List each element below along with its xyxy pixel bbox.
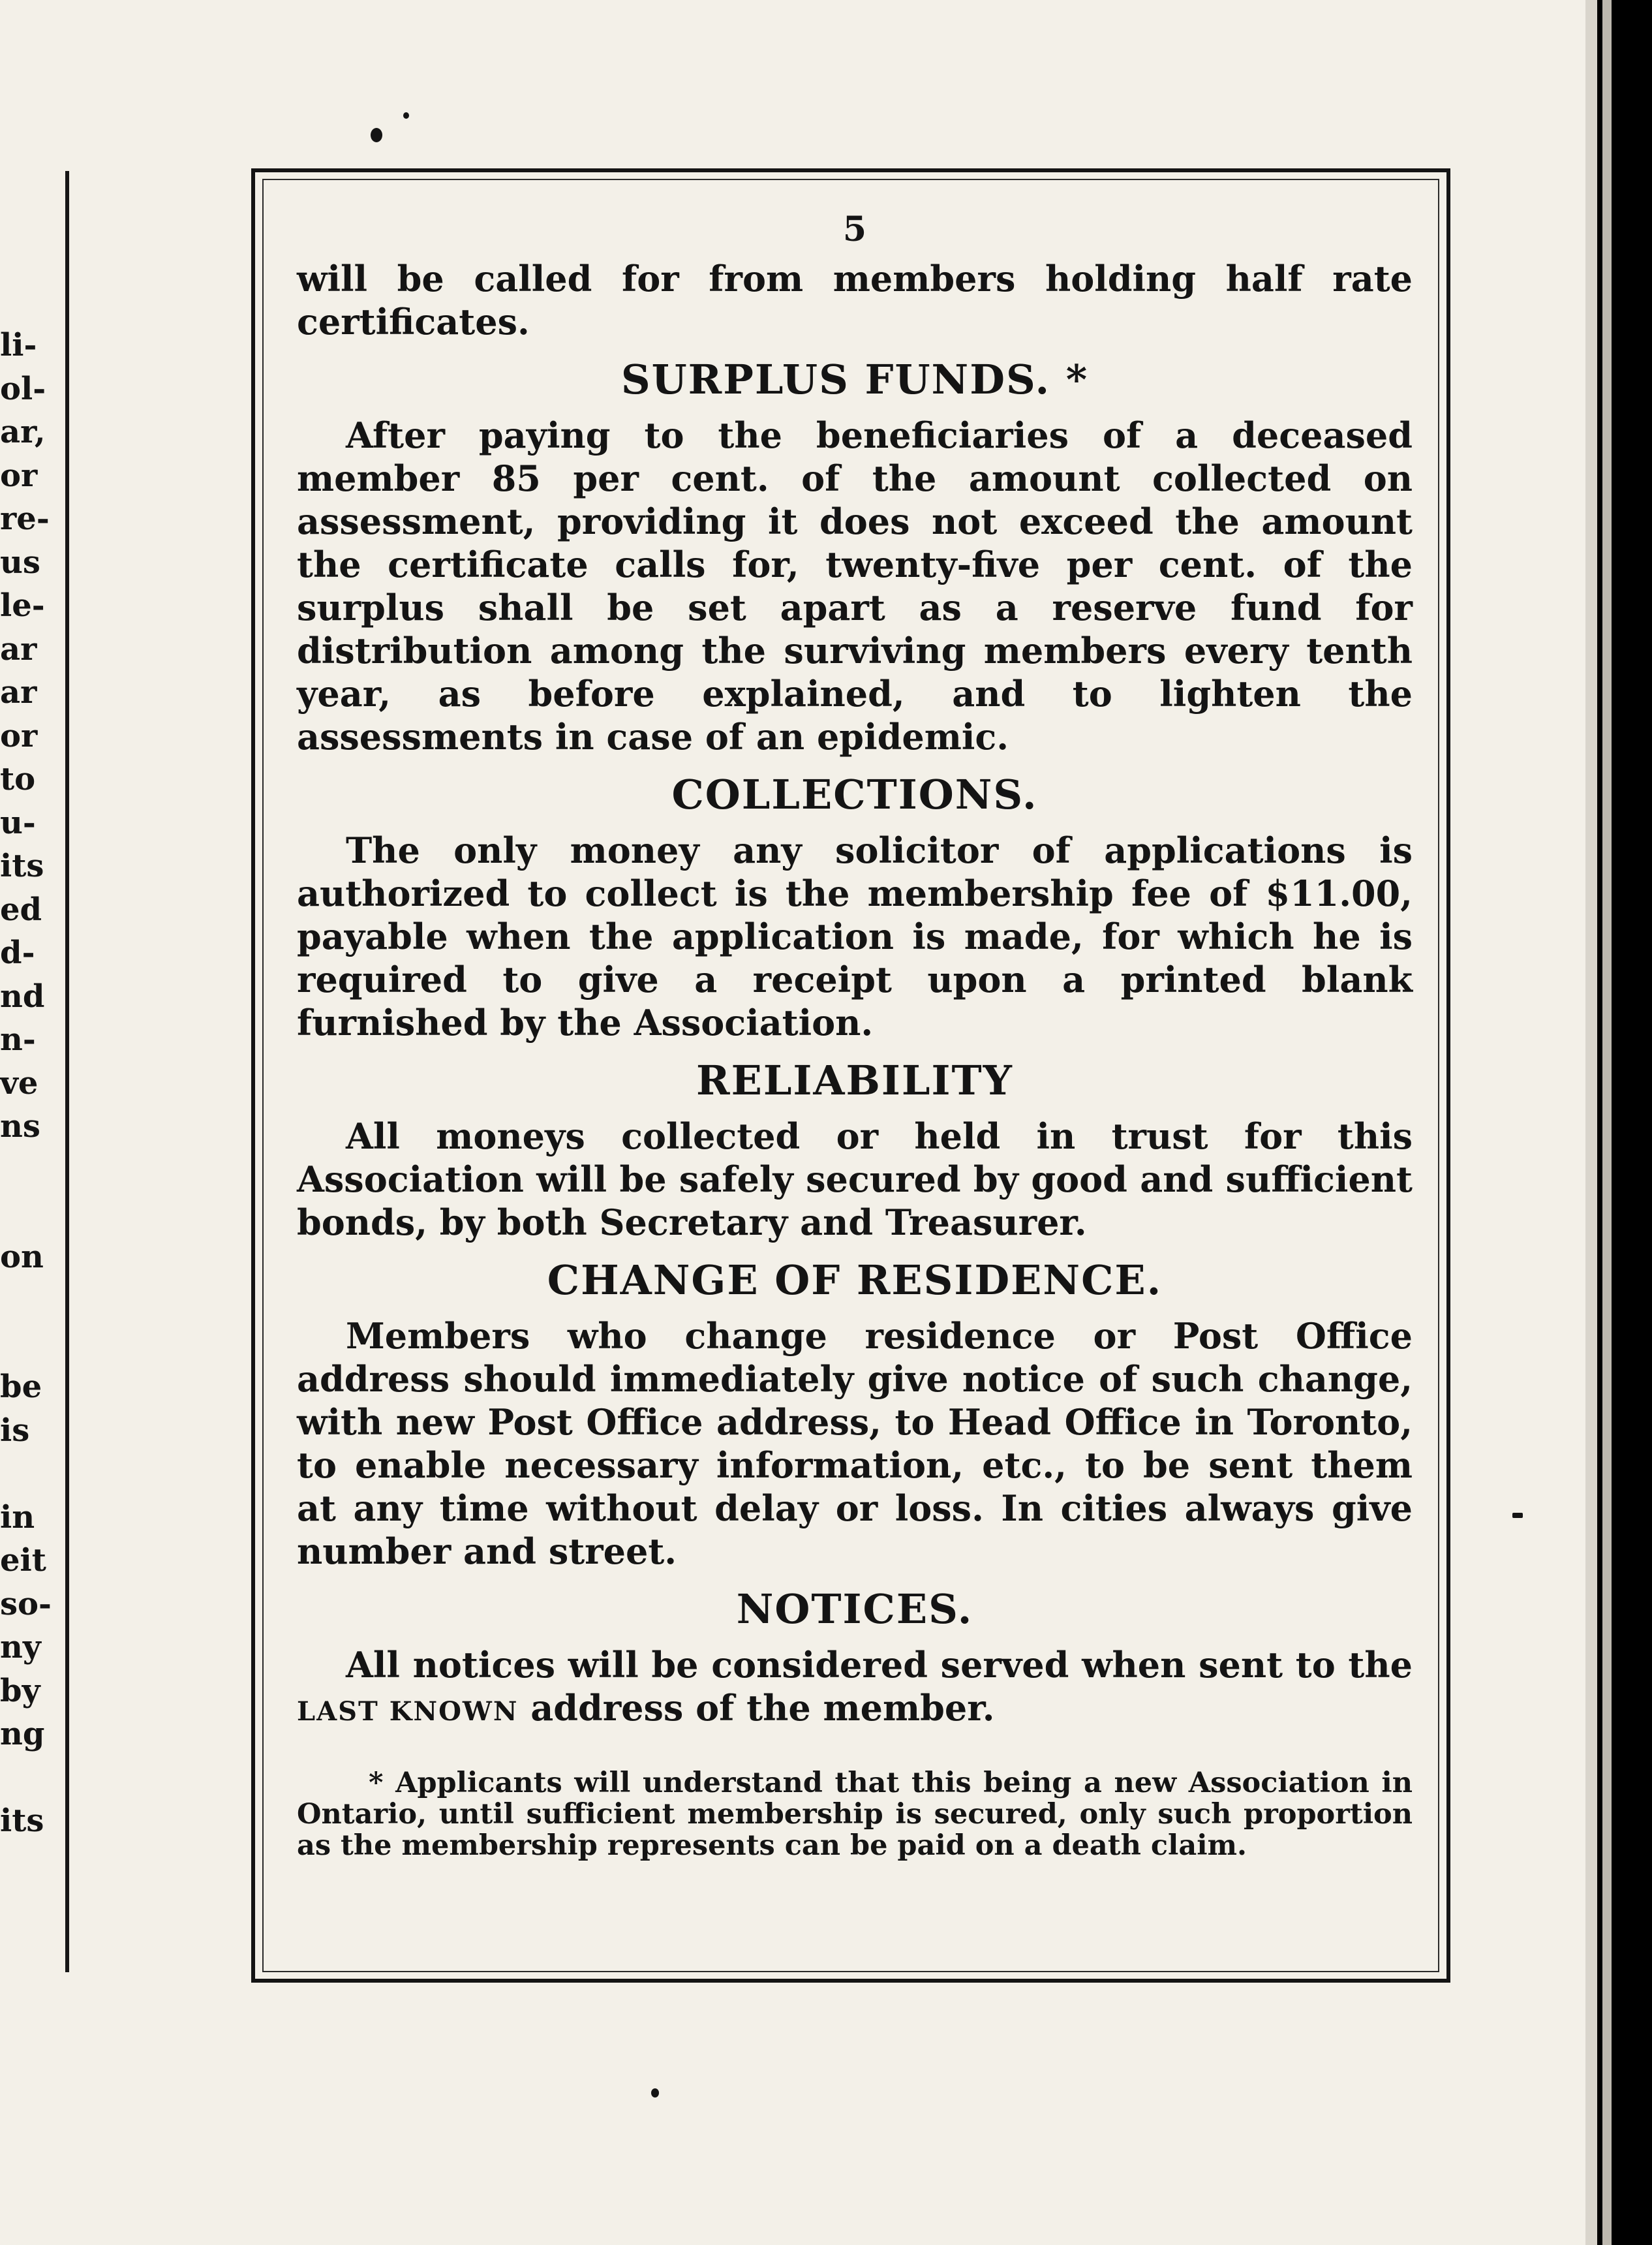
fragment-line: n- [0,1021,36,1058]
paragraph-surplus-funds: After paying to the beneficiaries of a deceased member 85 per cent. of the amount collected on assessment, providing it does not exceed the amount the certificate calls for, twenty-five per cent. of the surplus shall be set apart as a reserve fund for distribution among the surviving members every tenth year, as before explained, and to lighten the assessments in case of an epidemic. [297,414,1413,758]
intro-paragraph: will be called for from members holding half rate certificates. [297,258,1413,343]
paragraph-collections: The only money any solicitor of applications is authorized to collect is the membership fee of $11.00, payable when the application is made, for which he is required to give a receipt upon a printed blank furnished by the Association. [297,829,1413,1044]
fragment-line: by [0,1672,40,1709]
fragment-line: or [0,717,38,754]
fragment-line: li- [0,327,37,364]
fragment-line [0,1149,62,1192]
notices-text-before: All notices will be considered served when sent to the [346,1644,1413,1686]
fragment-line: nd [0,978,45,1015]
left-column-rule [65,171,69,1972]
fragment-line: on [0,1238,44,1275]
fragment-line: ns [0,1108,40,1145]
fragment-line: ar [0,630,37,668]
fragment-line: or [0,457,38,494]
heading-notices: NOTICES. [736,1585,973,1633]
print-speck [371,128,382,142]
heading-reliability: RELIABILITY [696,1057,1013,1104]
fragment-line [0,1192,62,1235]
fragment-line: d- [0,935,35,971]
fragment-line [0,1278,62,1322]
paragraph-reliability: All moneys collected or held in trust for this Association will be safely secured by good and sufficient bonds, by both Secretary and Treasurer. [297,1115,1413,1243]
page-edge [1585,0,1597,2245]
fragment-line: ve [0,1064,38,1102]
page-edge [1602,0,1612,2245]
fragment-line: in [0,1498,35,1536]
footnote: * Applicants will understand that this being a new Association in Ontario, until sufficient membership is secured, only such proportion as the membership represents can be paid on a death claim. [297,1767,1413,1862]
fragment-line [0,1756,62,1800]
fragment-line: ny [0,1629,41,1665]
paragraph-change-of-residence: Members who change residence or Post Office address should immediately give notice of such change, with new Post Office address, to Head Office in Toronto, to enable necessary information, etc., to be sent them at any time without delay or loss. In cities always give number and street. [297,1315,1413,1572]
print-speck [651,2088,659,2098]
notices-text-after: address of the member. [530,1687,995,1729]
fragment-line: ed [0,891,42,928]
fragment-line: is [0,1412,30,1449]
fragment-line: its [0,848,44,884]
fragment-line: u- [0,804,36,841]
heading-collections: COLLECTIONS. [671,771,1038,818]
print-speck [1512,1513,1523,1518]
fragment-line [0,1322,62,1366]
fragment-line: eit [0,1542,46,1579]
adjacent-page-fragment [0,324,62,1843]
fragment-line: be [0,1369,42,1405]
page-content [297,202,1413,1861]
print-speck [403,112,409,119]
heading-surplus-funds: SURPLUS FUNDS. * [620,356,1089,403]
fragment-line: to [0,761,36,797]
fragment-line: so- [0,1585,52,1622]
fragment-line: re- [0,501,50,537]
heading-change-of-residence: CHANGE OF RESIDENCE. [547,1256,1163,1304]
fragment-line: ar [0,674,37,711]
fragment-line: le- [0,587,45,624]
page-number: 5 [842,209,867,249]
fragment-line: its [0,1803,44,1839]
paragraph-notices [297,1643,1413,1733]
fragment-line: ol- [0,370,46,407]
fragment-line: ng [0,1716,45,1752]
fragment-line: us [0,544,40,581]
notices-smallcaps: LAST KNOWN [297,1696,519,1727]
fragment-line: ar, [0,414,46,450]
fragment-line [0,1452,62,1496]
